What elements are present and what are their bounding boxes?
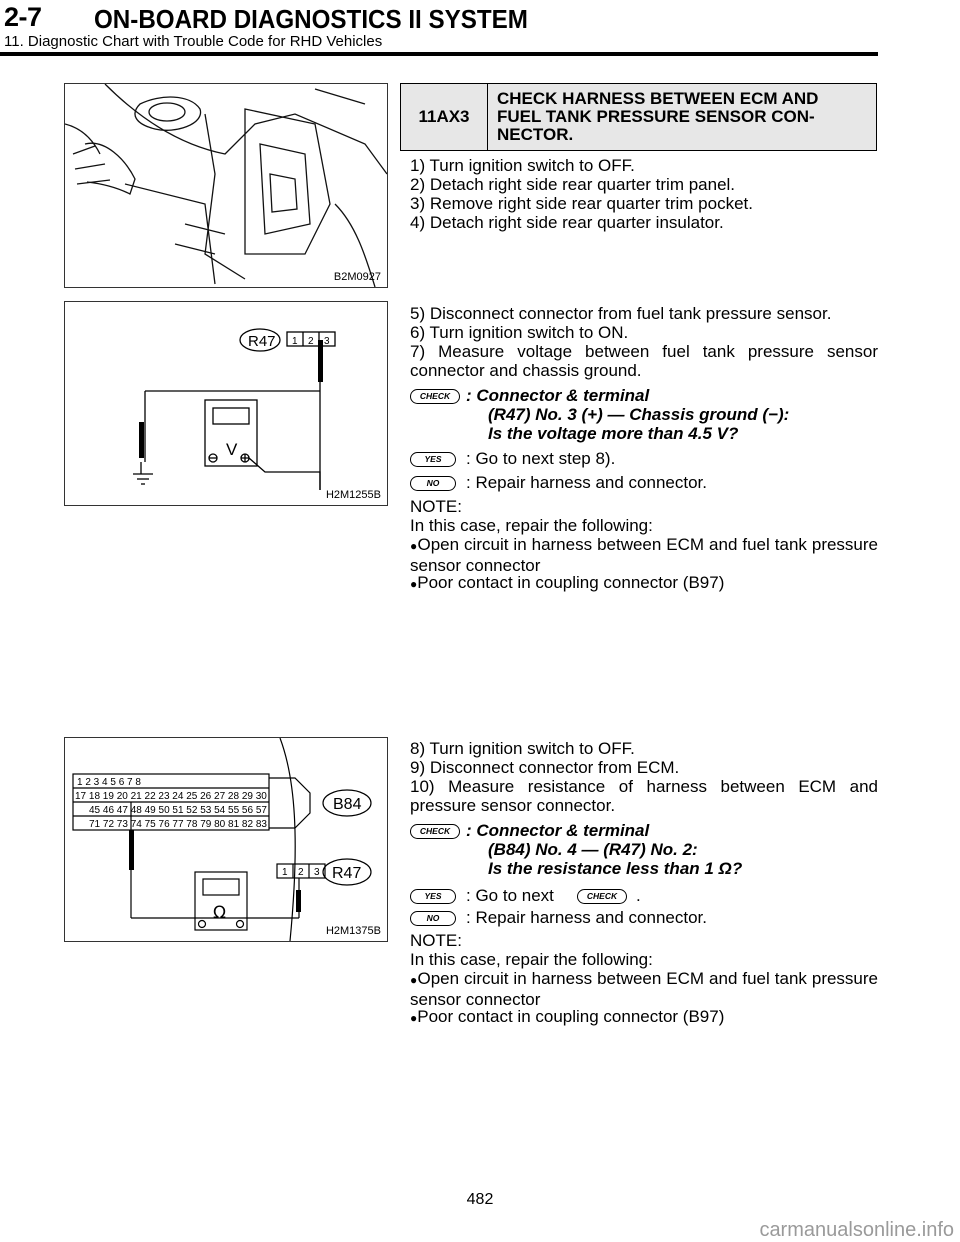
note-intro: In this case, repair the following:	[410, 950, 653, 969]
next-check-badge: CHECK	[577, 889, 627, 904]
instruction-3: 3) Remove right side rear quarter trim pocket.	[410, 194, 753, 213]
instruction-9: 9) Disconnect connector from ECM.	[410, 758, 680, 777]
check-badge: CHECK	[410, 389, 460, 404]
page-number: 482	[466, 1191, 494, 1208]
no-badge: NO	[410, 476, 456, 491]
connector-label-b84: B84	[333, 796, 362, 813]
instruction-5: 5) Disconnect connector from fuel tank pressure sensor.	[410, 304, 832, 323]
connector-label-r47: R47	[248, 333, 276, 350]
instruction-1: 1) Turn ignition switch to OFF.	[410, 156, 635, 175]
connector-label-r47: R47	[332, 865, 362, 882]
terminal-1-label: 1	[292, 336, 298, 347]
yes-result: : Go to next	[466, 886, 554, 905]
watermark: carmanualsonline.info	[759, 1219, 954, 1241]
bullet-icon: ●	[410, 973, 418, 987]
instruction-6: 6) Turn ignition switch to ON.	[410, 323, 629, 342]
header-rule	[0, 52, 878, 56]
voltmeter-symbol: V	[226, 440, 238, 459]
check-line-1: : Connector & terminal	[466, 821, 650, 840]
note-intro: In this case, repair the following:	[410, 516, 653, 535]
note-bullet-2-text: Poor contact in coupling connector (B97)	[417, 1007, 725, 1026]
check-line-3: Is the voltage more than 4.5 V?	[488, 424, 739, 443]
page-title: ON-BOARD DIAGNOSTICS II SYSTEM	[94, 4, 528, 34]
ohmmeter-symbol: Ω	[213, 903, 226, 923]
figure-caption: H2M1255B	[325, 489, 381, 501]
terminal-2-label: 2	[308, 336, 314, 347]
page-subtitle: 11. Diagnostic Chart with Trouble Code for RHD Vehicles	[4, 33, 383, 50]
note-bullet-2	[410, 1007, 724, 1028]
note-bullet-1	[410, 535, 878, 575]
no-result: : Repair harness and connector.	[466, 908, 707, 927]
ecm-pin-row-2: 17 18 19 20 21 22 23 24 25 26 27 28 29 30	[75, 791, 267, 802]
check-line-3: Is the resistance less than 1 Ω?	[488, 859, 743, 878]
note-heading: NOTE:	[410, 931, 462, 950]
no-result: : Repair harness and connector.	[466, 473, 707, 492]
no-badge: NO	[410, 911, 456, 926]
ecm-pin-row-3: 45 46 47 48 49 50 51 52 53 54 55 56 57	[89, 805, 267, 816]
step-header	[400, 83, 877, 151]
bullet-icon: ●	[410, 577, 418, 591]
bullet-icon: ●	[410, 539, 418, 553]
check-line-1: : Connector & terminal	[466, 386, 650, 405]
figure-caption: H2M1375B	[325, 925, 381, 937]
yes-result: : Go to next step 8).	[466, 449, 616, 468]
yes-badge: YES	[410, 452, 456, 467]
ecm-pin-row-4: 71 72 73 74 75 76 77 78 79 80 81 82 83	[89, 819, 267, 830]
note-bullet-1	[410, 969, 878, 1009]
instruction-2: 2) Detach right side rear quarter trim panel.	[410, 175, 736, 194]
yes-badge: YES	[410, 889, 456, 904]
figure-resistance-measurement	[64, 737, 388, 942]
terminal-2-label: 2	[298, 867, 304, 878]
yes-result-tail: .	[636, 886, 641, 905]
terminal-3-label: 3	[314, 867, 320, 878]
note-bullet-2-text: Poor contact in coupling connector (B97)	[417, 573, 725, 592]
instruction-4: 4) Detach right side rear quarter insulator.	[410, 213, 724, 232]
voltage-circuit-diagram	[65, 302, 387, 505]
note-heading: NOTE:	[410, 497, 462, 516]
figure-voltage-measurement	[64, 301, 388, 506]
instruction-8: 8) Turn ignition switch to OFF.	[410, 739, 635, 758]
note-bullet-1-text: Open circuit in harness between ECM and fuel tank pressure sensor connector	[410, 969, 879, 1009]
instruction-7: 7) Measure voltage between fuel tank pressure sensor connector and chassis ground.	[410, 342, 878, 380]
bullet-icon: ●	[410, 1011, 418, 1025]
figure-rear-quarter-illustration	[64, 83, 388, 288]
check-badge: CHECK	[410, 824, 460, 839]
resistance-circuit-diagram	[65, 738, 387, 941]
note-bullet-1-text: Open circuit in harness between ECM and fuel tank pressure sensor connector	[410, 535, 879, 575]
rear-quarter-drawing	[65, 84, 387, 287]
instruction-10: 10) Measure resistance of harness between ECM and pressure sensor connector.	[410, 777, 878, 815]
figure-caption: B2M0927	[333, 271, 381, 283]
step-title: CHECK HARNESS BETWEEN ECM AND FUEL TANK PRESSURE SENSOR CON-NECTOR.	[497, 89, 819, 144]
ecm-pin-row-1: 1 2 3 4 5 6 7 8	[77, 777, 141, 788]
terminal-1-label: 1	[282, 867, 288, 878]
step-id: 11AX3	[401, 84, 488, 150]
section-number: 2-7	[4, 2, 42, 32]
terminal-3-label: 3	[324, 336, 330, 347]
note-bullet-2	[410, 573, 724, 594]
check-line-2: (R47) No. 3 (+) — Chassis ground (−):	[488, 405, 790, 424]
check-line-2: (B84) No. 4 — (R47) No. 2:	[488, 840, 698, 859]
